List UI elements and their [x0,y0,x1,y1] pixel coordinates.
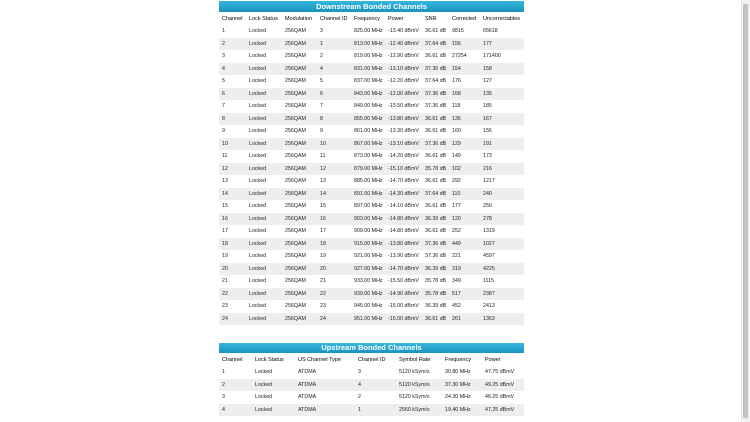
downstream-column-header: Frequency [351,12,385,25]
table-cell: 37.36 dB [422,138,449,151]
table-cell: 9815 [449,25,480,38]
table-cell: 7 [219,100,246,113]
table-cell: 256QAM [282,225,317,238]
table-cell: 37.30 MHz [442,379,482,392]
table-cell: -14.80 dBmV [385,225,422,238]
table-cell: 36.39 dB [422,213,449,226]
table-cell: 2 [219,38,246,51]
table-cell: 19 [317,250,351,263]
table-cell: 250 [480,200,524,213]
table-cell: 23 [219,300,246,313]
table-row [219,150,524,163]
table-row [219,175,524,188]
table-cell: 909.00 MHz [351,225,385,238]
table-cell: -14.70 dBmV [385,175,422,188]
table-cell: 3 [317,25,351,38]
table-cell: Locked [246,75,282,88]
table-row [219,213,524,226]
table-cell: 256QAM [282,100,317,113]
table-cell: 256QAM [282,175,317,188]
table-cell: 110 [449,188,480,201]
table-cell: 240 [480,188,524,201]
downstream-column-header: Channel ID [317,12,351,25]
table-cell: 177 [449,200,480,213]
table-cell: -14.70 dBmV [385,263,422,276]
table-cell: Locked [246,63,282,76]
table-cell: 35.78 dB [422,163,449,176]
table-cell: 256QAM [282,25,317,38]
table-cell: 4 [317,63,351,76]
table-cell: 2413 [480,300,524,313]
table-row [219,100,524,113]
table-cell: -14.80 dBmV [385,213,422,226]
table-cell: 256QAM [282,163,317,176]
table-row [219,125,524,138]
table-cell: Locked [246,200,282,213]
table-row [219,63,524,76]
table-cell: 6 [317,88,351,101]
table-cell: Locked [246,188,282,201]
table-row [219,138,524,151]
downstream-column-header: Lock Status [246,12,282,25]
table-cell: 452 [449,300,480,313]
table-cell: 35.78 dB [422,275,449,288]
table-cell: 256QAM [282,213,317,226]
table-row [219,263,524,276]
table-cell: 3 [219,50,246,63]
table-cell: 915.00 MHz [351,238,385,251]
table-cell: Locked [246,163,282,176]
table-cell: 831.00 MHz [351,63,385,76]
table-cell: ATDMA [295,366,355,379]
table-cell: Locked [246,150,282,163]
table-cell: 256QAM [282,138,317,151]
table-cell: 261 [449,313,480,326]
table-cell: ATDMA [295,391,355,404]
table-cell: 2 [355,391,396,404]
table-cell: 4 [219,63,246,76]
table-cell: 349 [449,275,480,288]
upstream-header-row [219,353,524,366]
table-cell: 927.00 MHz [351,263,385,276]
table-cell: 65618 [480,25,524,38]
table-cell: 1217 [480,175,524,188]
table-cell: 118 [449,100,480,113]
table-cell: 256QAM [282,238,317,251]
table-row [219,188,524,201]
table-cell: 879.00 MHz [351,163,385,176]
table-cell: -13.80 dBmV [385,238,422,251]
table-cell: -13.10 dBmV [385,138,422,151]
table-cell: 256QAM [282,113,317,126]
table-cell: -12.40 dBmV [385,38,422,51]
table-cell: 46.25 dBmV [482,391,524,404]
downstream-column-header: Channel [219,12,246,25]
table-cell: 5 [317,75,351,88]
table-cell: 20 [317,263,351,276]
table-cell: 256QAM [282,88,317,101]
table-cell: 4 [219,404,252,417]
table-cell: 449 [449,238,480,251]
downstream-header-row [219,12,524,25]
table-cell: 292 [449,175,480,188]
table-cell: 1 [219,366,252,379]
table-cell: Locked [246,238,282,251]
table-cell: 855.00 MHz [351,113,385,126]
table-cell: 168 [449,88,480,101]
table-cell: 517 [449,288,480,301]
table-cell: 36.61 dB [422,25,449,38]
table-row [219,75,524,88]
table-row [219,366,524,379]
table-cell: 14 [317,188,351,201]
table-cell: 4597 [480,250,524,263]
upstream-bonded-channels-panel [219,343,524,416]
table-cell: 5120 kSym/s [396,391,442,404]
upstream-column-header: Channel ID [355,353,396,366]
table-cell: 149 [449,150,480,163]
table-cell: -12.00 dBmV [385,88,422,101]
table-cell: 945.00 MHz [351,300,385,313]
table-cell: 24 [317,313,351,326]
table-cell: Locked [246,250,282,263]
table-cell: 1319 [480,225,524,238]
table-cell: 256QAM [282,300,317,313]
table-cell: Locked [246,300,282,313]
table-cell: 185 [480,100,524,113]
table-row [219,404,524,417]
table-cell: 36.61 dB [422,200,449,213]
table-cell: 177 [480,38,524,51]
table-cell: 885.00 MHz [351,175,385,188]
table-cell: 173 [480,150,524,163]
table-cell: Locked [246,25,282,38]
downstream-column-header: Uncorrectables [480,12,524,25]
table-cell: Locked [252,366,295,379]
table-cell: 158 [480,63,524,76]
table-row [219,275,524,288]
table-cell: 37.36 dB [422,63,449,76]
table-row [219,88,524,101]
table-cell: 1 [219,25,246,38]
table-cell: 36.61 dB [422,113,449,126]
table-cell: 2387 [480,288,524,301]
table-cell: 221 [449,250,480,263]
table-cell: 256QAM [282,150,317,163]
table-cell: 252 [449,225,480,238]
table-cell: 129 [449,138,480,151]
table-cell: -13.10 dBmV [385,63,422,76]
table-cell: 1 [355,404,396,417]
table-cell: 8 [317,113,351,126]
table-cell: 951.00 MHz [351,313,385,326]
table-cell: Locked [246,213,282,226]
table-cell: Locked [246,288,282,301]
downstream-table [219,12,524,325]
downstream-title: Downstream Bonded Channels [219,1,524,12]
table-cell: 825.00 MHz [351,25,385,38]
table-cell: 21 [219,275,246,288]
table-cell: 37.36 dB [422,238,449,251]
table-cell: 37.64 dB [422,38,449,51]
table-cell: Locked [246,113,282,126]
upstream-column-header: Power [482,353,524,366]
table-cell: 27254 [449,50,480,63]
table-cell: Locked [246,125,282,138]
table-cell: 256QAM [282,263,317,276]
table-cell: 9 [317,125,351,138]
table-cell: 256QAM [282,313,317,326]
table-cell: Locked [246,175,282,188]
table-row [219,288,524,301]
table-cell: 891.00 MHz [351,188,385,201]
table-cell: 15 [219,200,246,213]
table-cell: 13 [219,175,246,188]
table-cell: 13 [317,175,351,188]
table-cell: 1363 [480,313,524,326]
table-cell: 171400 [480,50,524,63]
table-cell: 136 [449,113,480,126]
table-cell: -14.20 dBmV [385,150,422,163]
table-cell: 256QAM [282,63,317,76]
table-cell: 903.00 MHz [351,213,385,226]
table-row [219,250,524,263]
table-cell: 47.75 dBmV [482,366,524,379]
table-cell: 11 [219,150,246,163]
table-cell: Locked [252,379,295,392]
table-cell: 156 [480,125,524,138]
table-cell: 36.39 dB [422,263,449,276]
downstream-bonded-channels-panel [219,1,524,325]
table-cell: -13.90 dBmV [385,250,422,263]
table-row [219,38,524,51]
table-cell: Locked [246,275,282,288]
upstream-column-header: Frequency [442,353,482,366]
table-cell: 36.61 dB [422,225,449,238]
table-cell: -13.40 dBmV [385,25,422,38]
table-cell: 4 [355,379,396,392]
table-cell: -13.80 dBmV [385,113,422,126]
table-cell: 37.36 dB [422,250,449,263]
table-cell: 16 [219,213,246,226]
table-cell: 1027 [480,238,524,251]
downstream-column-header: SNR [422,12,449,25]
table-cell: 127 [480,75,524,88]
table-cell: Locked [246,50,282,63]
table-cell: 1 [317,38,351,51]
table-cell: -15.00 dBmV [385,300,422,313]
table-cell: 9 [219,125,246,138]
table-row [219,300,524,313]
table-cell: 156 [449,38,480,51]
table-cell: 12 [219,163,246,176]
table-cell: 14 [219,188,246,201]
table-row [219,313,524,326]
table-cell: 2 [317,50,351,63]
table-cell: 11 [317,150,351,163]
table-row [219,50,524,63]
table-cell: 921.00 MHz [351,250,385,263]
table-cell: 36.39 dB [422,300,449,313]
table-cell: 4225 [480,263,524,276]
table-cell: Locked [246,263,282,276]
table-cell: Locked [246,313,282,326]
table-cell: 37.36 dB [422,100,449,113]
table-cell: 36.61 dB [422,313,449,326]
table-cell: -15.10 dBmV [385,163,422,176]
table-cell: 6 [219,88,246,101]
table-cell: 2 [219,379,252,392]
table-cell: 3 [219,391,252,404]
table-cell: Locked [246,225,282,238]
table-cell: 49.25 dBmV [482,379,524,392]
table-cell: 36.61 dB [422,175,449,188]
table-cell: -15.50 dBmV [385,275,422,288]
table-cell: 939.00 MHz [351,288,385,301]
table-row [219,25,524,38]
table-cell: 12 [317,163,351,176]
table-cell: 102 [449,163,480,176]
table-cell: -13.30 dBmV [385,125,422,138]
table-cell: 933.00 MHz [351,275,385,288]
vertical-scrollbar[interactable] [741,0,750,422]
table-cell: 256QAM [282,275,317,288]
table-cell: 10 [219,138,246,151]
table-cell: 36.61 dB [422,125,449,138]
table-cell: 22 [317,288,351,301]
table-cell: 36.61 dB [422,150,449,163]
table-cell: 256QAM [282,250,317,263]
table-cell: Locked [246,100,282,113]
table-row [219,113,524,126]
table-cell: 7 [317,100,351,113]
table-cell: 18 [317,238,351,251]
table-cell: 135 [480,88,524,101]
table-row [219,391,524,404]
table-cell: 837.00 MHz [351,75,385,88]
table-cell: 37.64 dB [422,188,449,201]
table-cell: 19.40 MHz [442,404,482,417]
table-cell: -13.50 dBmV [385,100,422,113]
table-cell: 1115 [480,275,524,288]
table-row [219,379,524,392]
table-cell: 154 [449,63,480,76]
table-cell: -12.20 dBmV [385,75,422,88]
table-cell: 160 [449,125,480,138]
table-cell: 24.30 MHz [442,391,482,404]
table-row [219,163,524,176]
table-cell: -14.30 dBmV [385,188,422,201]
table-cell: 2560 kSym/s [396,404,442,417]
table-cell: 191 [480,138,524,151]
table-cell: 5120 kSym/s [396,366,442,379]
table-row [219,225,524,238]
table-cell: 278 [480,213,524,226]
table-cell: -14.90 dBmV [385,288,422,301]
table-cell: Locked [246,88,282,101]
table-cell: 8 [219,113,246,126]
table-cell: 819.00 MHz [351,50,385,63]
upstream-column-header: Lock Status [252,353,295,366]
table-cell: 849.00 MHz [351,100,385,113]
table-cell: 3 [355,366,396,379]
table-cell: 35.78 dB [422,288,449,301]
table-cell: 256QAM [282,75,317,88]
table-cell: 256QAM [282,288,317,301]
table-cell: 867.00 MHz [351,138,385,151]
table-cell: 256QAM [282,38,317,51]
table-cell: 5 [219,75,246,88]
table-cell: 19 [219,250,246,263]
table-cell: -12.90 dBmV [385,50,422,63]
table-cell: ATDMA [295,379,355,392]
table-cell: 10 [317,138,351,151]
table-row [219,200,524,213]
upstream-column-header: US Channel Type [295,353,355,366]
table-cell: 813.00 MHz [351,38,385,51]
table-cell: 15 [317,200,351,213]
table-cell: ATDMA [295,404,355,417]
table-cell: Locked [252,391,295,404]
table-cell: 21 [317,275,351,288]
table-cell: 18 [219,238,246,251]
table-cell: Locked [246,38,282,51]
table-cell: 23 [317,300,351,313]
table-cell: 17 [219,225,246,238]
table-cell: 17 [317,225,351,238]
table-cell: -14.10 dBmV [385,200,422,213]
table-cell: -15.00 dBmV [385,313,422,326]
table-cell: 176 [449,75,480,88]
table-cell: 37.36 dB [422,88,449,101]
table-cell: 897.00 MHz [351,200,385,213]
downstream-column-header: Power [385,12,422,25]
table-cell: Locked [246,138,282,151]
upstream-column-header: Symbol Rate [396,353,442,366]
downstream-column-header: Corrected [449,12,480,25]
table-cell: 167 [480,113,524,126]
table-cell: 256QAM [282,188,317,201]
table-cell: 47.25 dBmV [482,404,524,417]
upstream-table [219,353,524,416]
table-cell: 36.61 dB [422,50,449,63]
table-cell: 256QAM [282,50,317,63]
scrollbar-thumb[interactable] [743,4,748,418]
table-cell: 37.64 dB [422,75,449,88]
upstream-column-header: Channel [219,353,252,366]
table-cell: 861.00 MHz [351,125,385,138]
table-cell: 873.00 MHz [351,150,385,163]
table-cell: 16 [317,213,351,226]
table-row [219,238,524,251]
table-cell: Locked [252,404,295,417]
table-cell: 120 [449,213,480,226]
table-cell: 24 [219,313,246,326]
table-cell: 5120 kSym/s [396,379,442,392]
table-cell: 256QAM [282,200,317,213]
table-cell: 20 [219,263,246,276]
downstream-column-header: Modulation [282,12,317,25]
table-cell: 22 [219,288,246,301]
table-cell: 216 [480,163,524,176]
table-cell: 30.80 MHz [442,366,482,379]
table-cell: 256QAM [282,125,317,138]
table-cell: 319 [449,263,480,276]
upstream-title: Upstream Bonded Channels [219,343,524,353]
table-cell: 843.00 MHz [351,88,385,101]
